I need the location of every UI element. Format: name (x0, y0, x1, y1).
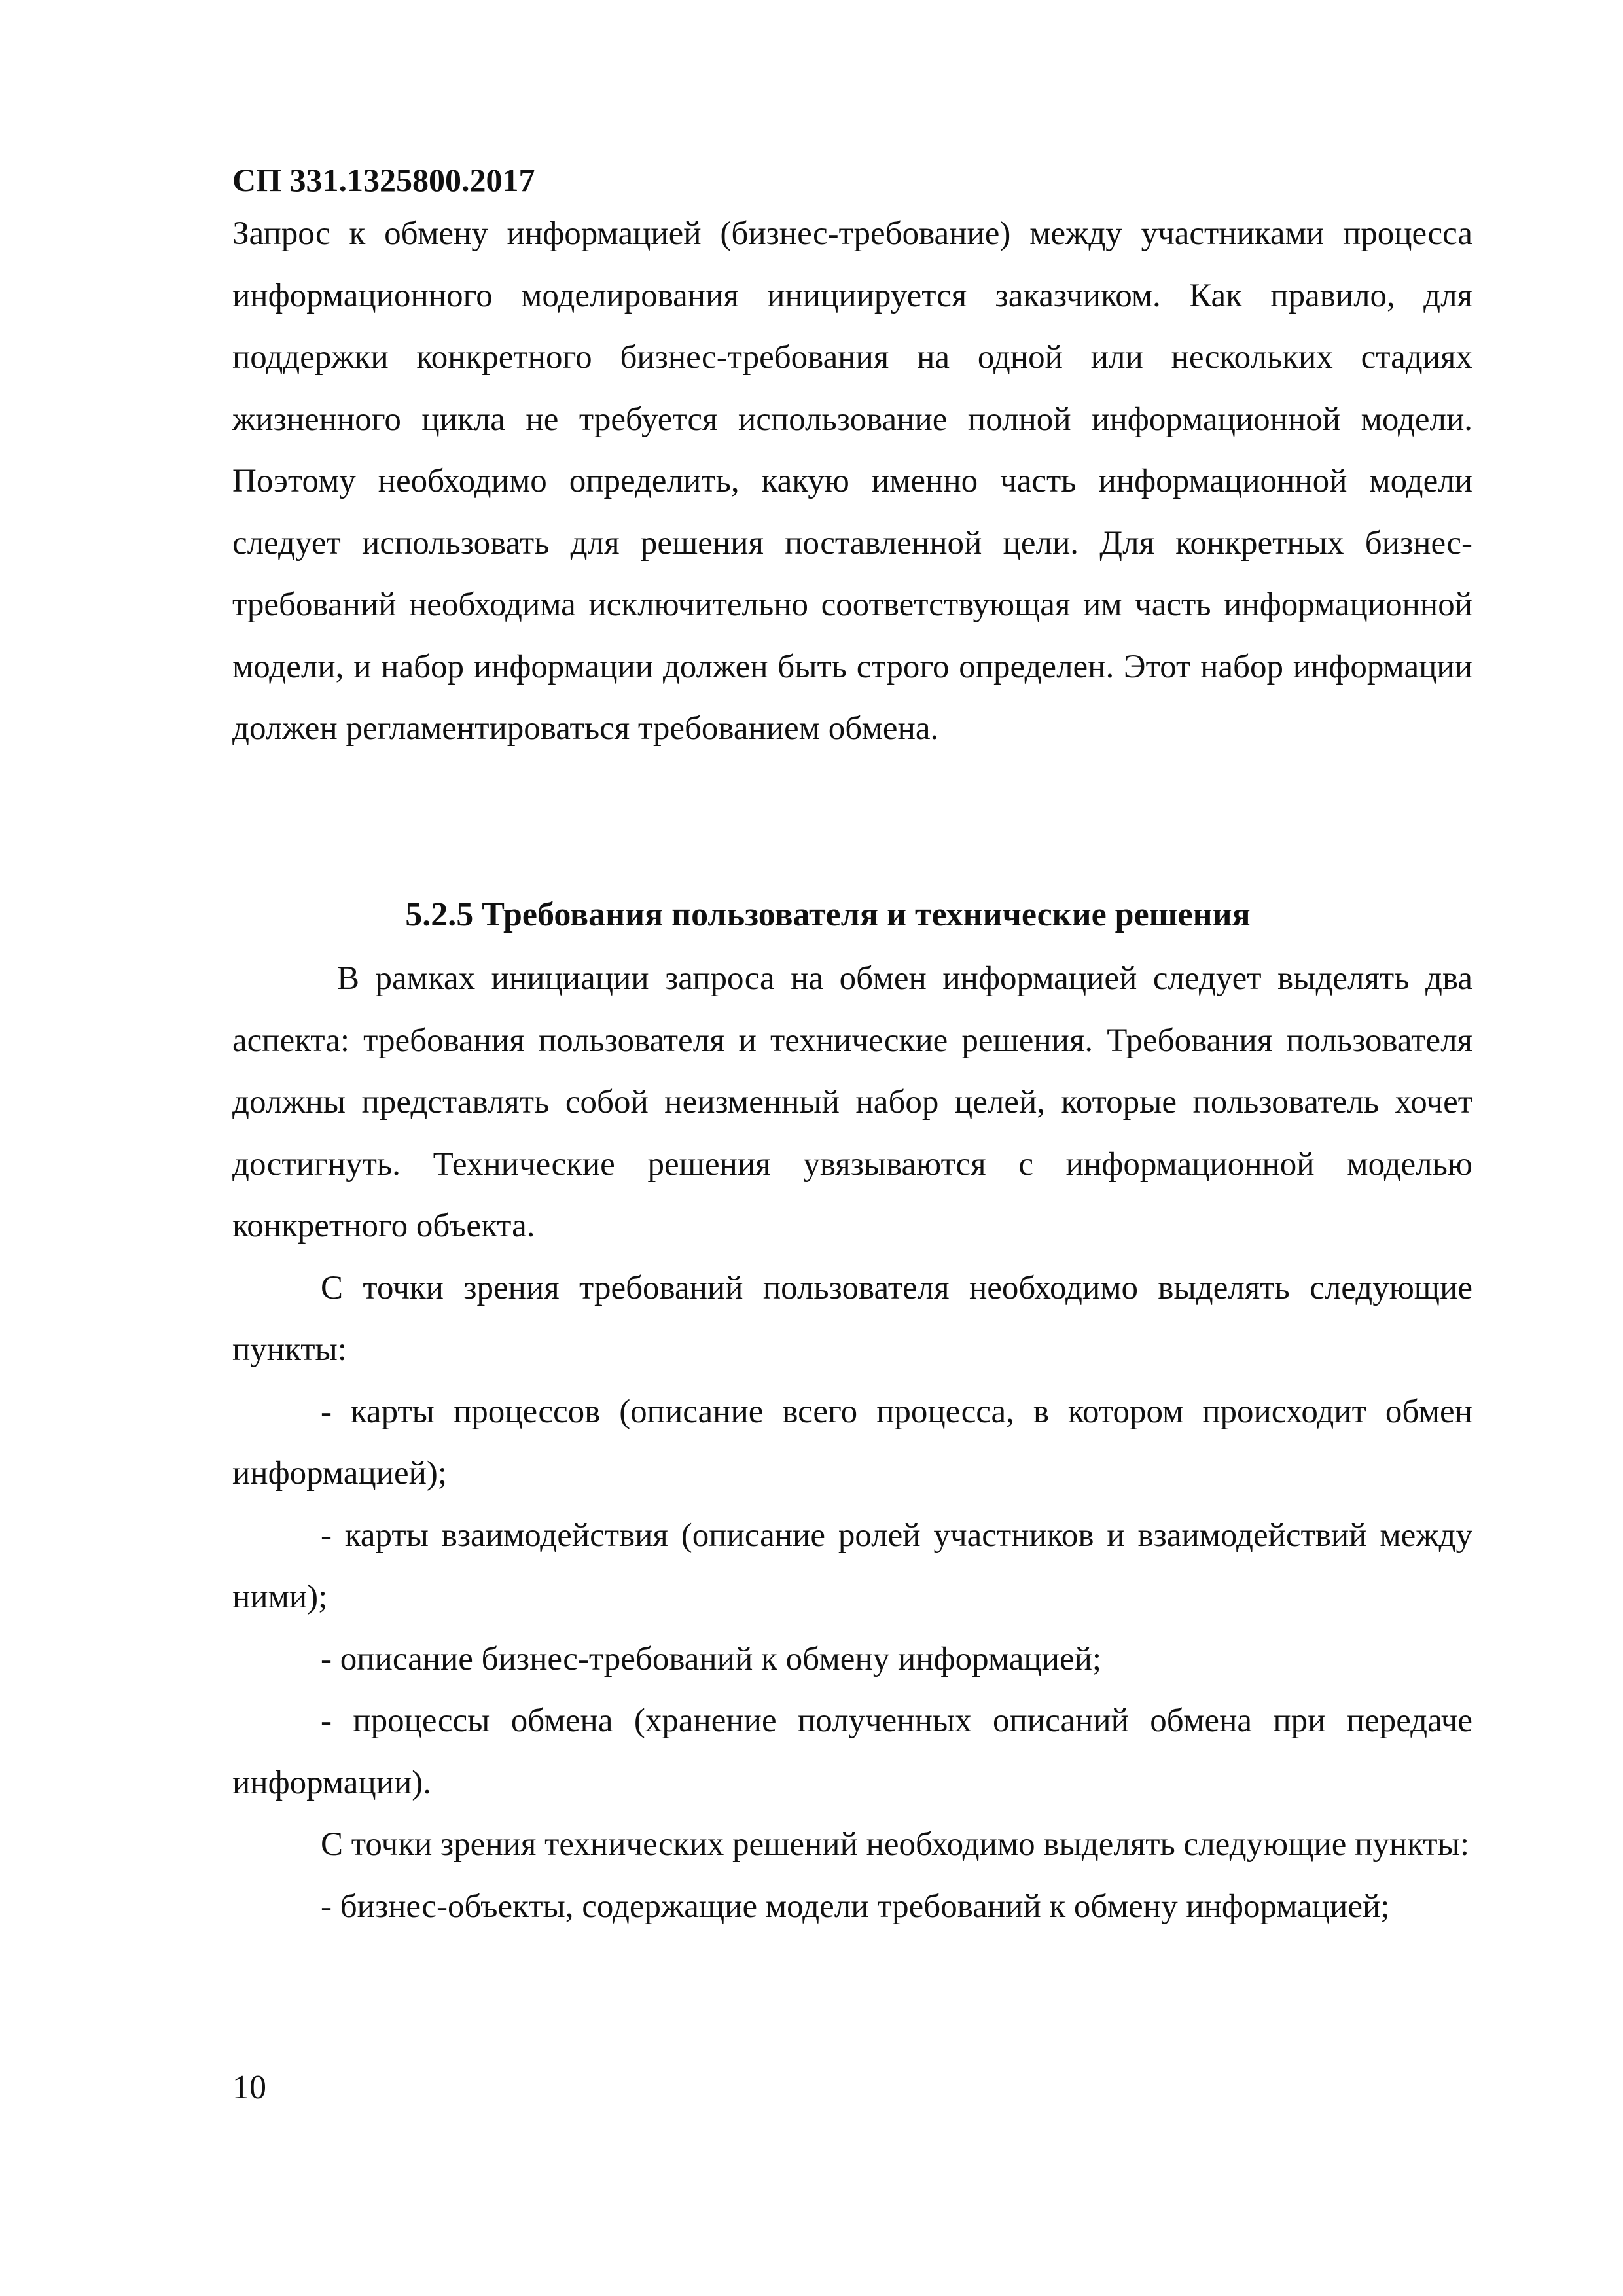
technical-solutions-intro: С точки зрения технических решений необходимо выделять следующие пункты: (321, 1826, 1470, 1863)
list-item: - описание бизнес-требований к обмену информацией; (321, 1640, 1102, 1677)
list-item: - карты взаимодействия (описание ролей участников и взаимодействий между ними); (232, 1516, 1472, 1615)
section-body (232, 948, 1472, 1937)
section-paragraph: В рамках инициации запроса на обмен информацией следует выделять два аспекта: требования пользователя и технические решения. Требования пользователя должны представлять собой неизменный набор целей, которые пользователь хочет достигнуть. Технические решения увязываются с информационной моделью конкретного объекта. (232, 960, 1472, 1244)
section-heading: 5.2.5 Требования пользователя и технические решения (405, 896, 1251, 933)
intro-block (232, 203, 1472, 760)
list-item: - карты процессов (описание всего процесса, в котором происходит обмен информацией); (232, 1393, 1472, 1492)
intro-paragraph: Запрос к обмену информацией (бизнес-требование) между участниками процесса информационного моделирования инициируется заказчиком. Как правило, для поддержки конкретного бизнес-требования на одной или нескольких стадиях жизненного цикла не требуется использование полной информационной модели. Поэтому необходимо определить, какую именно часть информационной модели следует использовать для решения поставленной цели. Для конкретных бизнес-требований необходима исключительно соответствующая им часть информационной модели, и набор информации должен быть строго определен. Этот набор информации должен регламентироваться требованием обмена. (232, 215, 1472, 747)
list-item: - процессы обмена (хранение полученных описаний обмена при передаче информации). (232, 1702, 1472, 1801)
list-item: - бизнес-объекты, содержащие модели требований к обмену информацией; (321, 1888, 1390, 1925)
page-number: 10 (232, 2069, 266, 2106)
document-code: СП 331.1325800.2017 (232, 162, 535, 198)
user-requirements-intro: С точки зрения требований пользователя необходимо выделять следующие пункты: (232, 1269, 1472, 1368)
